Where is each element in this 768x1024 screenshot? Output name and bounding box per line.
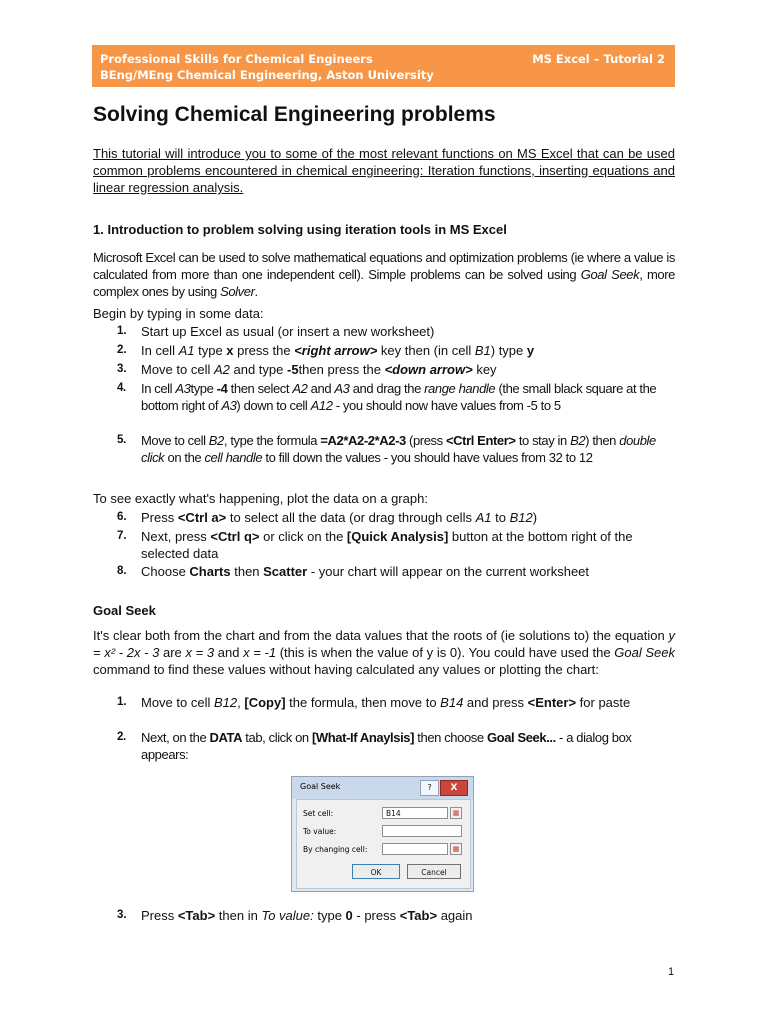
- text: press the: [233, 343, 295, 358]
- text-bold: [Copy]: [244, 695, 286, 710]
- dialog-title: Goal Seek: [300, 782, 341, 791]
- text: and press: [463, 695, 528, 710]
- help-icon[interactable]: ?: [420, 780, 439, 796]
- list-item: [117, 509, 677, 528]
- text: then: [230, 564, 264, 579]
- list-number: 6.: [117, 511, 127, 523]
- text-italic: B2: [208, 433, 224, 448]
- text: or click on the: [259, 529, 347, 544]
- text-bold: [Quick Analysis]: [346, 529, 449, 544]
- text: the formula, then move to: [285, 695, 441, 710]
- page-number: 1: [668, 966, 675, 978]
- text: and type: [229, 362, 287, 377]
- text: again: [437, 908, 473, 923]
- list-item: [117, 563, 677, 582]
- goal-seek-paragraph: [93, 627, 675, 678]
- range-select-icon[interactable]: ▦: [450, 807, 462, 819]
- text-bold: x: [226, 343, 234, 358]
- cancel-button[interactable]: Cancel: [407, 864, 461, 879]
- text-italic: A1: [178, 343, 195, 358]
- page-title: Solving Chemical Engineering problems: [93, 103, 496, 126]
- text-italic: A1: [475, 510, 492, 525]
- text: to select all the data (or drag through cells: [226, 510, 476, 525]
- text-bold: 0: [345, 908, 353, 923]
- goal-seek-steps-continued: [117, 907, 677, 926]
- list-number: 1.: [117, 325, 127, 337]
- dialog-title-bar: [292, 777, 473, 799]
- goal-seek-dialog: [291, 776, 474, 892]
- text: to: [491, 510, 510, 525]
- ok-button[interactable]: OK: [352, 864, 400, 879]
- list-number: 5.: [117, 434, 126, 446]
- text-italic: A12: [310, 398, 333, 413]
- text-bold: <Ctrl a>: [177, 510, 227, 525]
- text: Choose: [141, 564, 190, 579]
- text: , type the formula: [223, 433, 321, 448]
- text-italic: Solver: [220, 284, 255, 299]
- set-cell-input[interactable]: B14: [382, 807, 448, 819]
- text: then choose: [414, 730, 487, 745]
- text-bold: Charts: [189, 564, 231, 579]
- text: - press: [352, 908, 400, 923]
- text: for paste: [576, 695, 631, 710]
- text-italic: Goal Seek: [580, 267, 640, 282]
- text: then press the: [298, 362, 385, 377]
- section1-heading: 1. Introduction to problem solving using iteration tools in MS Excel: [93, 222, 507, 237]
- text: and: [307, 381, 335, 396]
- list-item: [117, 380, 677, 432]
- text-italic: B1: [474, 343, 491, 358]
- list-item: [117, 432, 677, 484]
- to-value-label: To value:: [303, 827, 337, 836]
- text: - you should now have values from -5 to 5: [332, 398, 561, 413]
- by-changing-cell-input[interactable]: [382, 843, 448, 855]
- document-header: [92, 45, 675, 87]
- text: ,: [237, 695, 245, 710]
- begin-text: Begin by typing in some data:: [93, 306, 264, 321]
- text-bold: <Ctrl Enter>: [445, 433, 516, 448]
- text: , more complex ones by using: [93, 267, 675, 299]
- text: (this is when the value of y is 0). You could have used the: [276, 645, 615, 660]
- text: then select: [227, 381, 293, 396]
- text: Move to cell: [141, 695, 214, 710]
- header-programme: BEng/MEng Chemical Engineering, Aston University: [100, 68, 434, 82]
- text: (the small black square at the bottom right of: [141, 381, 657, 413]
- text: Move to cell: [141, 433, 209, 448]
- text: Next, press: [141, 529, 211, 544]
- text-bold: -4: [216, 381, 228, 396]
- text-italic: A3: [221, 398, 237, 413]
- text: Next, on the: [141, 730, 210, 745]
- text-italic: Goal Seek: [614, 645, 675, 660]
- text: and drag the: [349, 381, 425, 396]
- text-bold: y: [526, 343, 535, 358]
- text: Move to cell: [141, 362, 214, 377]
- text: Microsoft Excel can be used to solve mathematical equations and optimization problems (ie where a value is calculated from more than one independent cell). Simple problems can be solved using: [93, 250, 675, 282]
- intro-paragraph: This tutorial will introduce you to some of the most relevant functions on MS Excel that can be used common problems encountered in chemical engineering: Iteration functions, inserting equations and linear regression analysis.: [93, 146, 675, 195]
- text-bold: =A2*A2-2*A2-3: [320, 433, 406, 448]
- text-italic: B12: [213, 695, 238, 710]
- text: tab, click on: [242, 730, 312, 745]
- set-cell-label: Set cell:: [303, 809, 334, 818]
- text: then in: [215, 908, 262, 923]
- text-italic: x = -1: [243, 645, 277, 660]
- text-italic: cell handle: [204, 450, 263, 465]
- text-italic: B2: [570, 433, 586, 448]
- list-item: [117, 323, 677, 342]
- text-italic: To value:: [261, 908, 314, 923]
- steps-list-1: [117, 323, 677, 484]
- list-number: 4.: [117, 382, 126, 394]
- list-number: 8.: [117, 565, 127, 577]
- list-number: 1.: [117, 696, 127, 708]
- text: - your chart will appear on the current worksheet: [307, 564, 590, 579]
- text-italic: double click: [141, 433, 656, 465]
- list-item: [117, 907, 677, 926]
- text-italic: B14: [440, 695, 464, 710]
- by-changing-cell-label: By changing cell:: [303, 845, 368, 854]
- text: ) type: [490, 343, 527, 358]
- header-course: Professional Skills for Chemical Engineers: [100, 52, 373, 66]
- text: and: [214, 645, 244, 660]
- list-item: [117, 694, 677, 729]
- text: ): [532, 510, 538, 525]
- header-tutorial: MS Excel – Tutorial 2: [532, 52, 665, 66]
- text-bold: Goal Seek...: [486, 730, 556, 745]
- text: Start up Excel as usual (or insert a new worksheet): [141, 324, 435, 339]
- list-number: 2.: [117, 731, 126, 743]
- text: command to find these values without having calculated any values or plotting the chart:: [93, 662, 599, 677]
- steps-list-2: [117, 509, 677, 582]
- text: to fill down the values - you should have values from 32 to 12: [262, 450, 593, 465]
- text: - a dialog box appears:: [141, 730, 632, 762]
- text: button at the bottom right of the selected data: [141, 529, 633, 561]
- text-italic: A2: [213, 362, 230, 377]
- text: type: [190, 381, 217, 396]
- list-item: [117, 729, 677, 764]
- goal-seek-steps: [117, 694, 677, 764]
- goal-seek-heading: Goal Seek: [93, 603, 156, 618]
- text-bold: <Enter>: [527, 695, 577, 710]
- plot-intro-text: To see exactly what's happening, plot the data on a graph:: [93, 491, 428, 506]
- text: type: [313, 908, 346, 923]
- dialog-body: [296, 799, 471, 889]
- text-italic: B12: [509, 510, 533, 525]
- text-bold: -5: [287, 362, 299, 377]
- text: on the: [164, 450, 205, 465]
- text-bold-italic: <down arrow>: [384, 362, 473, 377]
- list-number: 3.: [117, 909, 127, 921]
- list-number: 7.: [117, 530, 127, 542]
- text: ) then: [585, 433, 620, 448]
- text-italic: x = 3: [185, 645, 215, 660]
- text-italic: range handle: [424, 381, 496, 396]
- text: Press: [141, 510, 178, 525]
- text-italic: A2: [292, 381, 308, 396]
- text: to stay in: [515, 433, 571, 448]
- text-bold: [What-If Anaylsis]: [311, 730, 415, 745]
- list-number: 3.: [117, 363, 127, 375]
- text: ) down to cell: [236, 398, 311, 413]
- text-bold-italic: <right arrow>: [294, 343, 378, 358]
- list-item: [117, 528, 677, 563]
- text-bold: <Tab>: [399, 908, 438, 923]
- list-item: [117, 342, 677, 361]
- list-item: [117, 361, 677, 380]
- text-bold: <Ctrl q>: [210, 529, 260, 544]
- to-value-input[interactable]: [382, 825, 462, 837]
- section1-paragraph: [93, 249, 675, 300]
- text-italic: A3: [175, 381, 191, 396]
- text: are: [159, 645, 186, 660]
- text: key then (in cell: [377, 343, 475, 358]
- list-number: 2.: [117, 344, 127, 356]
- text: It's clear both from the chart and from the data values that the roots of (ie solutions to) the equation: [93, 628, 669, 643]
- text-italic: y = x² - 2x - 3: [93, 628, 675, 660]
- text: type: [194, 343, 227, 358]
- text: .: [254, 284, 258, 299]
- text-italic: A3: [334, 381, 350, 396]
- text: In cell: [141, 343, 179, 358]
- range-select-icon[interactable]: ▦: [450, 843, 462, 855]
- text-bold: Scatter: [263, 564, 308, 579]
- text: (press: [405, 433, 446, 448]
- text: Press: [141, 908, 178, 923]
- text: In cell: [141, 381, 176, 396]
- text-bold: <Tab>: [177, 908, 216, 923]
- text-bold: DATA: [209, 730, 243, 745]
- close-icon[interactable]: X: [440, 780, 468, 796]
- text: key: [472, 362, 497, 377]
